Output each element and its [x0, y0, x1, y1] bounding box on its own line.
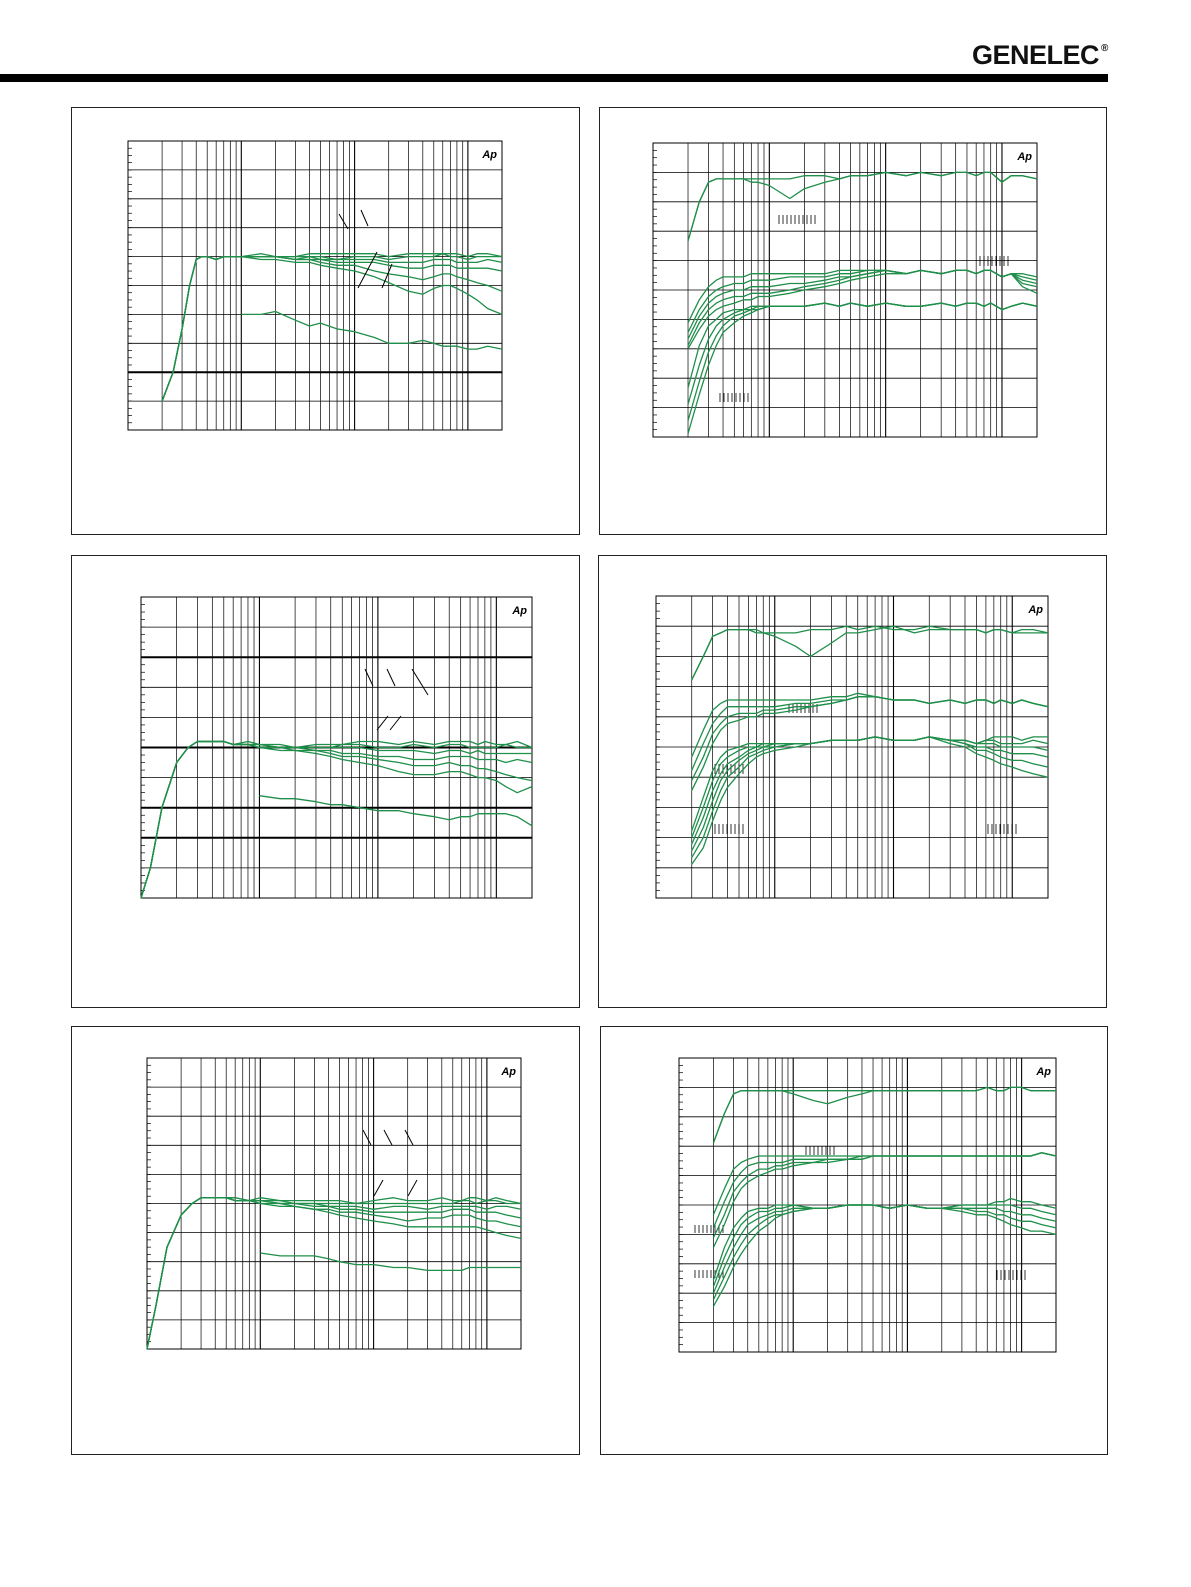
ap-badge: Ap	[1017, 151, 1032, 163]
ap-badge: Ap	[512, 605, 527, 617]
series-line-10	[713, 1205, 1056, 1300]
pointer-line	[361, 210, 368, 226]
series-line-3	[162, 257, 502, 402]
frequency-response-chart-4	[599, 556, 1106, 1007]
series-line-6	[688, 270, 1037, 345]
series-line-1	[692, 626, 1048, 680]
pointer-line	[363, 1130, 371, 1145]
frequency-response-chart-5	[72, 1027, 579, 1454]
plot-grid	[653, 143, 1037, 437]
series-line-10	[688, 303, 1037, 421]
registered-mark: ®	[1101, 43, 1108, 54]
series-line-6	[141, 742, 532, 899]
series-line-2	[141, 742, 532, 899]
series-line-6	[162, 257, 502, 402]
frequency-response-chart-2	[600, 108, 1106, 534]
ap-badge: Ap	[501, 1066, 516, 1078]
series-line-6	[713, 1153, 1056, 1248]
pointer-line	[387, 669, 395, 686]
series-line-4	[692, 697, 1048, 771]
pointer-line	[412, 669, 428, 695]
series-line-1	[141, 742, 532, 899]
chart-panel-3	[71, 555, 580, 1008]
series-line-5	[162, 257, 502, 402]
series-line-5	[713, 1153, 1056, 1238]
plot-grid	[656, 596, 1048, 898]
pointer-line	[374, 1180, 383, 1196]
pointer-line	[405, 1130, 413, 1145]
series-line-2	[147, 1198, 521, 1349]
frequency-response-chart-6	[601, 1027, 1107, 1454]
series-line-5	[147, 1198, 521, 1349]
series-line-4	[141, 742, 532, 899]
series-line-3	[141, 742, 532, 899]
pointer-line	[382, 264, 392, 288]
frequency-response-chart-1	[72, 108, 579, 534]
pointer-line	[358, 252, 377, 288]
series-line-8	[688, 303, 1037, 388]
series-line-6	[147, 1198, 521, 1349]
pointer-line	[408, 1180, 417, 1196]
frequency-response-chart-3	[72, 556, 579, 1007]
series-line-4	[713, 1153, 1056, 1228]
pointer-line	[377, 716, 388, 730]
series-line-4	[147, 1198, 521, 1349]
chart-panel-5	[71, 1026, 580, 1455]
chart-panel-4	[598, 555, 1107, 1008]
series-line-3	[147, 1198, 521, 1349]
series-line-11	[688, 303, 1037, 434]
series-line-2	[713, 1087, 1056, 1143]
series-line-1	[688, 172, 1037, 241]
series-line-5	[141, 742, 532, 899]
header-rule	[0, 74, 1108, 82]
series-line-1	[713, 1087, 1056, 1143]
series-line-4	[162, 257, 502, 402]
chart-panel-1	[71, 107, 580, 535]
brand-name: GENELEC	[972, 40, 1100, 70]
series-line-2	[692, 626, 1048, 680]
series-line-2	[688, 172, 1037, 241]
series-line-11	[692, 737, 1048, 858]
pointer-line	[384, 1130, 392, 1145]
series-line-7	[713, 1199, 1056, 1281]
chart-panel-6	[600, 1026, 1108, 1455]
ap-badge: Ap	[1028, 604, 1043, 616]
series-line-1	[147, 1198, 521, 1349]
ap-badge: Ap	[482, 149, 497, 161]
genelec-logo	[972, 40, 1108, 71]
pointer-line	[390, 716, 401, 730]
ap-badge: Ap	[1036, 1066, 1051, 1078]
series-line-9	[692, 737, 1048, 844]
chart-panel-2	[599, 107, 1107, 535]
